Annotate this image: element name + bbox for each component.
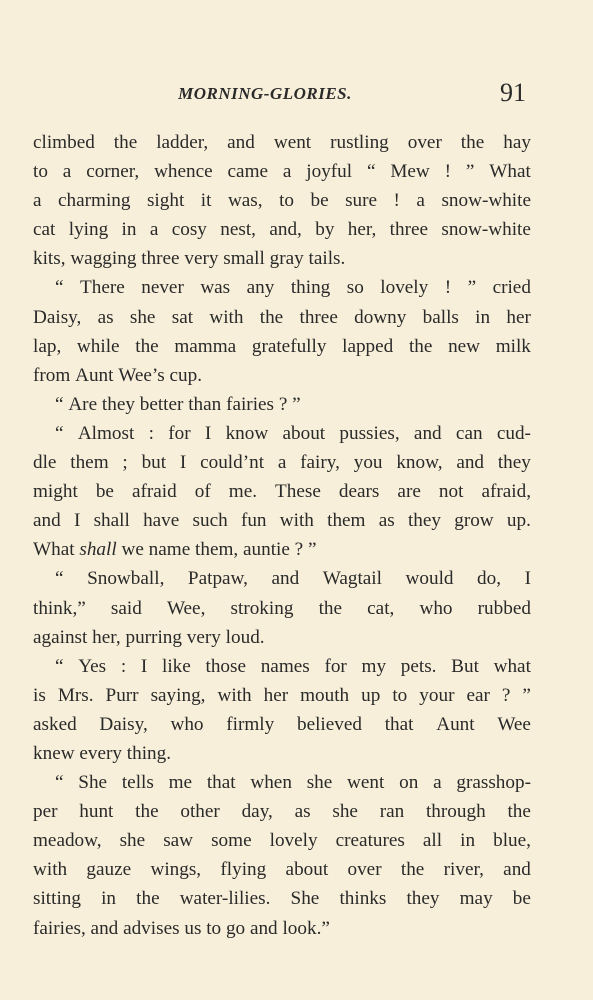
text-line: against her, purring very loud. — [33, 626, 265, 648]
text-line: lap, while the mamma gratefully lapped the new milk — [33, 335, 531, 357]
page-number: 91 — [500, 78, 526, 107]
text-line: “ There never was any thing so lovely ! ” cried — [55, 277, 531, 299]
text-line: “ Almost : for I know about pussies, and can cud- — [55, 422, 531, 444]
text-line: asked Daisy, who firmly believed that Aunt Wee — [33, 713, 531, 735]
text-line: cat lying in a cosy nest, and, by her, three snow-white — [33, 219, 531, 241]
text-line: think,” said Wee, stroking the cat, who rubbed — [33, 597, 531, 619]
text-line: What shall we name them, auntie ? ” — [33, 539, 317, 561]
text-line: dle them ; but I could’nt a fairy, you know, and they — [33, 452, 531, 474]
text-line: per hunt the other day, as she ran through the — [33, 801, 531, 823]
text-line: and I shall have such fun with them as they grow up. — [33, 510, 531, 532]
text-line: “ Snowball, Patpaw, and Wagtail would do, I — [55, 568, 531, 590]
text-line: is Mrs. Purr saying, with her mouth up to your ear ? ” — [33, 684, 531, 706]
text-line: to a corner, whence came a joyful “ Mew ! ” What — [33, 161, 531, 183]
text-line: “ She tells me that when she went on a grasshop- — [55, 772, 531, 794]
text-line: Daisy, as she sat with the three downy balls in her — [33, 306, 531, 328]
text-line: kits, wagging three very small gray tails. — [33, 248, 346, 270]
text-line: a charming sight it was, to be sure ! a snow-white — [33, 190, 531, 212]
text-line: fairies, and advises us to go and look.” — [33, 917, 330, 939]
text-line: knew every thing. — [33, 742, 172, 764]
running-title: MORNING-GLORIES. — [178, 84, 352, 103]
text-line: might be afraid of me. These dears are not afraid, — [33, 481, 531, 503]
text-line: sitting in the water-lilies. She thinks they may be — [33, 888, 531, 910]
text-line: “ Yes : I like those names for my pets. But what — [55, 655, 531, 677]
text-line: climbed the ladder, and went rustling over the hay — [33, 132, 531, 153]
text-line: with gauze wings, flying about over the river, and — [33, 859, 531, 881]
text-line: meadow, she saw some lovely creatures all in blue, — [33, 830, 531, 852]
text-line: “ Are they better than fairies ? ” — [55, 393, 301, 415]
body-text — [33, 128, 531, 943]
text-line: from Aunt Wee’s cup. — [33, 364, 202, 386]
